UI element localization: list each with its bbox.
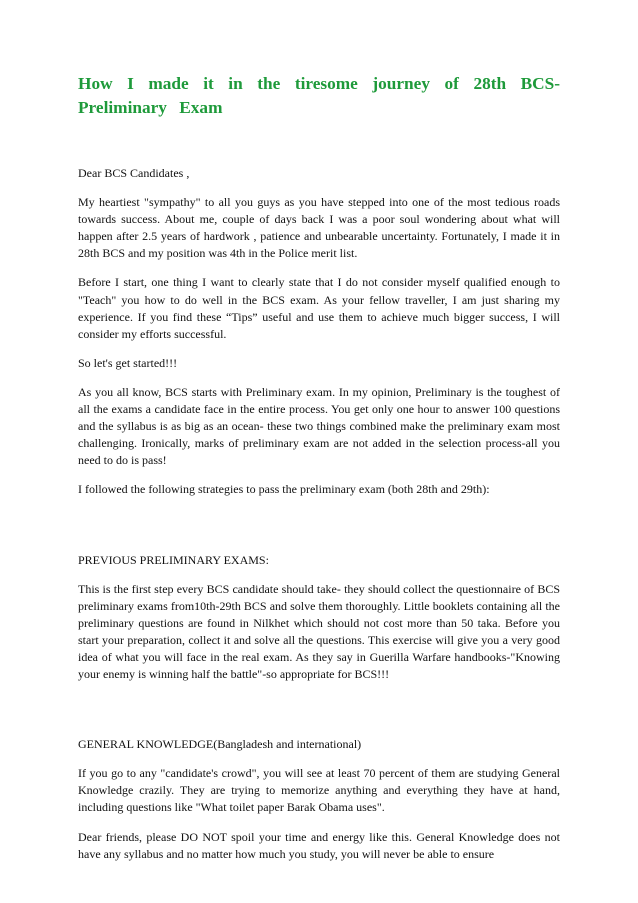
intro-paragraph-2: Before I start, one thing I want to clearly state that I do not consider myself qualified enough to "Teach" you how to do well in the BCS exam. As your fellow traveller, I am just sharing my experience. If you find these “Tips” useful and use them to achieve much bigger success, I will consider my efforts successful. bbox=[78, 275, 560, 341]
general-knowledge-paragraph-2: Dear friends, please DO NOT spoil your time and energy like this. General Knowledge does not have any syllabus and no matter how much you study, you will never be able to ensure bbox=[78, 829, 560, 861]
section-spacer bbox=[78, 511, 560, 552]
greeting: Dear BCS Candidates , bbox=[78, 166, 190, 180]
document-page bbox=[78, 72, 560, 875]
section-spacer bbox=[78, 695, 560, 736]
intro-paragraph-1: My heartiest "sympathy" to all you guys as you have stepped into one of the most tedious roads towards success. About me, couple of days back I was a poor soul wondering about what will happen after 2.5 years of hardwork , patience and unbearable uncertainty. Fortunately, I made it in 28th BCS and my position was 4th in the Police merit list. bbox=[78, 195, 560, 261]
section-heading-general-knowledge: GENERAL KNOWLEDGE(Bangladesh and international) bbox=[78, 737, 362, 752]
intro-paragraph-5: I followed the following strategies to pass the preliminary exam (both 28th and 29th): bbox=[78, 482, 490, 497]
intro-paragraph-4: As you all know, BCS starts with Preliminary exam. In my opinion, Preliminary is the toughest of all the exams a candidate face in the entire process. You get only one hour to answer 100 questions and the syllabus is as big as an ocean- these two things combined make the preliminary exam most challenging. Ironically, marks of preliminary exam are not added in the selection process-all you need to do is pass! bbox=[78, 384, 560, 468]
section-heading-previous-exams: PREVIOUS PRELIMINARY EXAMS: bbox=[78, 552, 269, 567]
previous-exams-paragraph: This is the first step every BCS candidate should take- they should collect the questionnaire of BCS preliminary exams from10th-29th BCS and solve them thoroughly. Little booklets containing all the preliminary questions are found in Nilkhet which should not cost more than 50 taka. Before you start your preparation, collect it and solve all the questions. This exercise will give you a very good idea of what you will face in the real exam. As they say in Guerilla Warfare handbooks-"Knowing your enemy is winning half the battle"-so appropriate for BCS!!! bbox=[78, 581, 560, 682]
intro-paragraph-3: So let's get started!!! bbox=[78, 355, 178, 370]
general-knowledge-paragraph-1: If you go to any "candidate's crowd", you will see at least 70 percent of them are studying General Knowledge crazily. They are trying to memorize anything and everything they have at hand, including questions like "What toilet paper Barak Obama uses". bbox=[78, 766, 560, 815]
document-title: How I made it in the tiresome journey of 28th BCS-Preliminary Exam bbox=[78, 74, 560, 117]
